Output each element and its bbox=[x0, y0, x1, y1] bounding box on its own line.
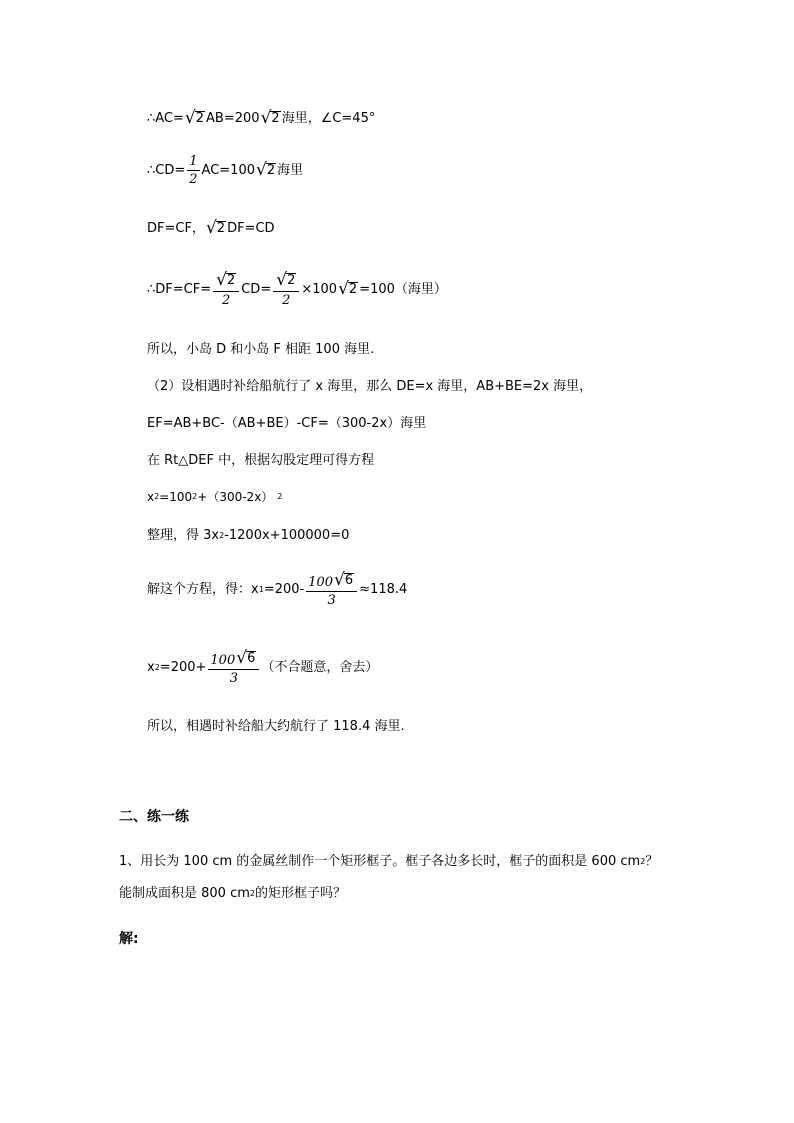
text: -1200x+100000=0 bbox=[224, 528, 350, 543]
sqrt-2: √ 2 bbox=[338, 279, 358, 299]
fraction-sqrt2-over-2 bbox=[213, 272, 239, 307]
line-dfcf bbox=[147, 272, 447, 307]
sqrt-2: √ 2 bbox=[276, 270, 296, 290]
text: ≈118.4 bbox=[359, 582, 408, 597]
text: =200+ bbox=[159, 660, 207, 675]
radicand: 2 bbox=[287, 273, 296, 289]
text: 解这个方程，得：x bbox=[147, 582, 259, 597]
text: =200- bbox=[263, 582, 305, 597]
radicand: 2 bbox=[216, 221, 226, 237]
text: AC=100 bbox=[201, 163, 255, 178]
line-ef: EF=AB+BC-（AB+BE）-CF=（300-2x）海里 bbox=[147, 416, 427, 431]
line-part2: （2）设相遇时补给船航行了 x 海里，那么 DE=x 海里，AB+BE=2x 海里， bbox=[147, 379, 593, 394]
text: DF=CD bbox=[227, 221, 275, 236]
text: 海里，∠C=45° bbox=[281, 111, 376, 126]
radicand: 6 bbox=[344, 573, 354, 589]
line-x1: 解这个方程，得：x 1 =200- 100 √ 6 3 ≈118.4 bbox=[147, 570, 408, 608]
numerator: 100 bbox=[210, 653, 236, 668]
text: ∴DF=CF= bbox=[147, 282, 212, 297]
line-conclusion-2: 所以，相遇时补给船大约航行了 118.4 海里. bbox=[147, 719, 405, 734]
line-x2: x 2 =200+ 100 √ 6 3 （不合题意，舍去） bbox=[147, 648, 379, 686]
text: ？ bbox=[645, 854, 659, 869]
answer-label: 解: bbox=[119, 931, 139, 947]
radicand: 2 bbox=[348, 282, 358, 298]
text: 整理，得 3x bbox=[147, 528, 220, 543]
text: =100 bbox=[159, 490, 193, 504]
text: AB=200 bbox=[206, 111, 260, 126]
denominator: 2 bbox=[282, 293, 291, 308]
line-rt: 在 Rt△DEF 中，根据勾股定理可得方程 bbox=[147, 453, 375, 468]
denominator: 3 bbox=[327, 593, 336, 608]
text: 1、用长为 100 cm 的金属丝制作一个矩形框子。框子各边多长时，框子的面积是 600 cm bbox=[119, 854, 641, 869]
sqrt-6: √ 6 bbox=[236, 648, 256, 668]
fraction-half bbox=[187, 155, 199, 186]
denominator: 2 bbox=[189, 172, 198, 187]
fraction-100sqrt6-over-3 bbox=[208, 650, 259, 685]
radicand: 2 bbox=[195, 111, 205, 127]
sqrt-2: √ 2 bbox=[216, 270, 236, 290]
line-simplify: 整理，得 3x 2 -1200x+100000=0 bbox=[147, 528, 350, 543]
text: 能制成面积是 800 cm bbox=[119, 886, 250, 901]
sqrt-2: √ 2 bbox=[184, 108, 205, 128]
section-title: 二、练一练 bbox=[119, 809, 189, 825]
radicand: 2 bbox=[266, 163, 276, 179]
radicand: 2 bbox=[226, 273, 236, 289]
text: 海里 bbox=[277, 163, 304, 178]
radicand: 2 bbox=[271, 111, 280, 127]
text: ∴CD= bbox=[147, 163, 186, 178]
line-equation: x 2 =100 2 +（300-2x） 2 bbox=[147, 490, 283, 504]
fraction-sqrt2-over-2 bbox=[273, 272, 299, 307]
numerator: 100 bbox=[308, 575, 334, 590]
line-ac bbox=[147, 110, 375, 127]
sqrt-2: √ 2 bbox=[256, 160, 276, 180]
denominator: 2 bbox=[222, 293, 231, 308]
text: ∴AC= bbox=[147, 111, 184, 126]
text: 的矩形框子吗？ bbox=[254, 886, 346, 901]
line-cd bbox=[147, 155, 303, 186]
text: DF=CF， bbox=[147, 221, 205, 236]
radicand: 6 bbox=[247, 651, 256, 667]
sqrt-6: √ 6 bbox=[334, 570, 354, 590]
text: x bbox=[147, 660, 155, 675]
text: +（300-2x） bbox=[197, 490, 274, 504]
sqrt-2: √ 2 bbox=[260, 108, 280, 128]
question-1-line-1: 1、用长为 100 cm 的金属丝制作一个矩形框子。框子各边多长时，框子的面积是 600 cm 2 ？ bbox=[119, 854, 659, 869]
question-1-line-2: 能制成面积是 800 cm 2 的矩形框子吗？ bbox=[119, 886, 346, 901]
text: CD= bbox=[241, 282, 272, 297]
text: x bbox=[147, 490, 155, 504]
numerator: 1 bbox=[189, 154, 198, 169]
text: ×100 bbox=[301, 282, 338, 297]
sqrt-2: √ 2 bbox=[205, 218, 226, 238]
text: （不合题意，舍去） bbox=[261, 660, 379, 675]
text: =100（海里） bbox=[359, 282, 447, 297]
line-df bbox=[147, 220, 275, 237]
fraction-100sqrt6-over-3 bbox=[306, 572, 357, 607]
denominator: 3 bbox=[229, 671, 239, 686]
line-conclusion-1: 所以，小岛 D 和小岛 F 相距 100 海里. bbox=[147, 342, 375, 357]
